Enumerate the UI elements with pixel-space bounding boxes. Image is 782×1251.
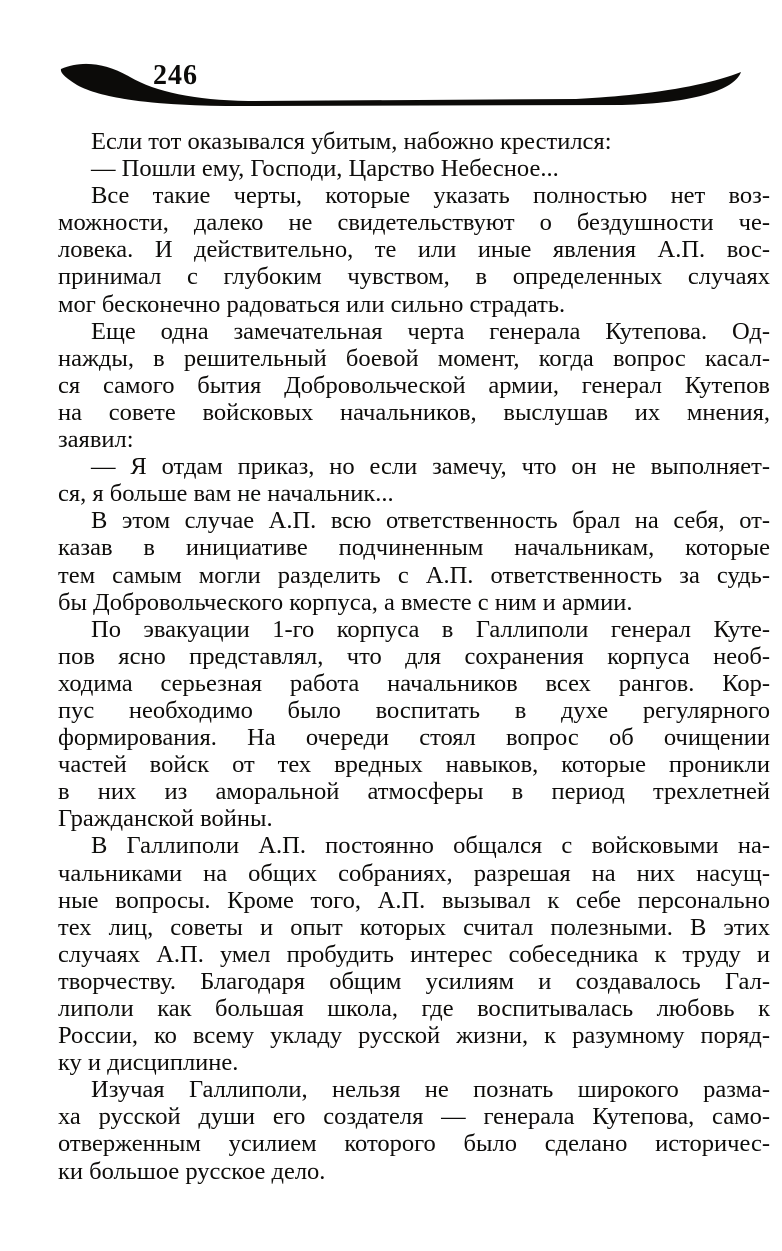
text-line: В Галлиполи А.П. постоянно общался с войсковыми на-: [91, 832, 770, 860]
text-line: ходима серьезная работа начальников всех рангов. Кор-: [58, 669, 770, 697]
text-line: ся, я больше вам не начальник...: [58, 480, 394, 508]
text-line: Если тот оказывался убитым, набожно крестился:: [91, 128, 612, 155]
text-line: можности, далеко не свидетельствуют о бездушности че-: [58, 209, 770, 237]
text-line: творчеству. Благодаря общим усилиям и создавалось Гал-: [58, 967, 770, 995]
page-number: 246: [153, 60, 198, 91]
text-line: В этом случае А.П. всю ответственность брал на себя, от-: [91, 507, 770, 535]
paragraph: [58, 616, 770, 833]
text-line: ся самого бытия Добровольческой армии, генерал Кутепов: [58, 371, 770, 399]
text-line: тем самым могли разделить с А.П. ответственность за судь-: [58, 561, 770, 589]
text-line: России, ко всему укладу русской жизни, к разумному поряд-: [58, 1022, 770, 1050]
text-line: ловека. И действительно, те или иные явления А.П. вос-: [58, 236, 770, 264]
text-line: Еще одна замечательная черта генерала Кутепова. Од-: [91, 317, 770, 345]
text-line: формирования. На очереди стоял вопрос об очищении: [58, 724, 770, 752]
text-line: пов ясно представлял, что для сохранения корпуса необ-: [58, 642, 770, 670]
text-line: ки большое русское дело.: [58, 1157, 326, 1185]
text-line: липоли как большая школа, где воспитывалась любовь к: [58, 995, 770, 1022]
text-line: нажды, в решительный боевой момент, когда вопрос касал-: [58, 344, 770, 372]
text-line: пус необходимо было воспитать в духе регулярного: [58, 696, 770, 724]
text-line: заявил:: [58, 426, 134, 454]
text-line: — Пошли ему, Господи, Царство Небесное...: [91, 155, 559, 183]
text-line: мог бесконечно радоваться или сильно страдать.: [58, 290, 566, 318]
text-line: ха русской души его создателя — генерала Кутепова, само-: [58, 1103, 770, 1131]
paragraph: [58, 1076, 770, 1184]
text-line: на совете войсковых начальников, выслушав их мнения,: [58, 398, 770, 426]
text-line: Гражданской войны.: [58, 805, 273, 833]
paragraph: [58, 128, 770, 155]
page-body: [58, 128, 770, 1185]
paragraph: [58, 507, 770, 615]
paragraph: [58, 453, 770, 507]
text-line: случаях А.П. умел пробудить интерес собеседника к труду и: [58, 940, 770, 968]
text-line: ку и дисциплине.: [58, 1049, 239, 1077]
text-line: отверженным усилием которого было сделано историчес-: [58, 1130, 770, 1158]
paragraph: [58, 155, 770, 182]
text-line: — Я отдам приказ, но если замечу, что он не выполняет-: [91, 453, 770, 481]
text-line: частей войск от тех вредных навыков, которые проникли: [58, 751, 770, 779]
text-line: Изучая Галлиполи, нельзя не познать широкого разма-: [91, 1076, 770, 1104]
paragraph: [58, 182, 770, 317]
text-line: принимал с глубоким чувством, в определенных случаях: [58, 263, 770, 291]
text-line: тех лиц, советы и опыт которых считал полезными. В этих: [58, 913, 770, 941]
text-line: ные вопросы. Кроме того, А.П. вызывал к себе персонально: [58, 886, 770, 914]
text-line: По эвакуации 1-го корпуса в Галлиполи генерал Куте-: [91, 615, 770, 643]
text-line: Все такие черты, которые указать полностью нет воз-: [91, 182, 770, 210]
paragraph: [58, 832, 770, 1076]
text-line: в них из аморальной атмосферы в период трехлетней: [58, 778, 770, 806]
paragraph: [58, 318, 770, 453]
text-line: бы Добровольческого корпуса, а вместе с ним и армии.: [58, 588, 633, 616]
text-line: чальниками на общих собраниях, разрешая на них насущ-: [58, 859, 770, 887]
text-line: казав в инициативе подчиненным начальникам, которые: [58, 534, 770, 562]
